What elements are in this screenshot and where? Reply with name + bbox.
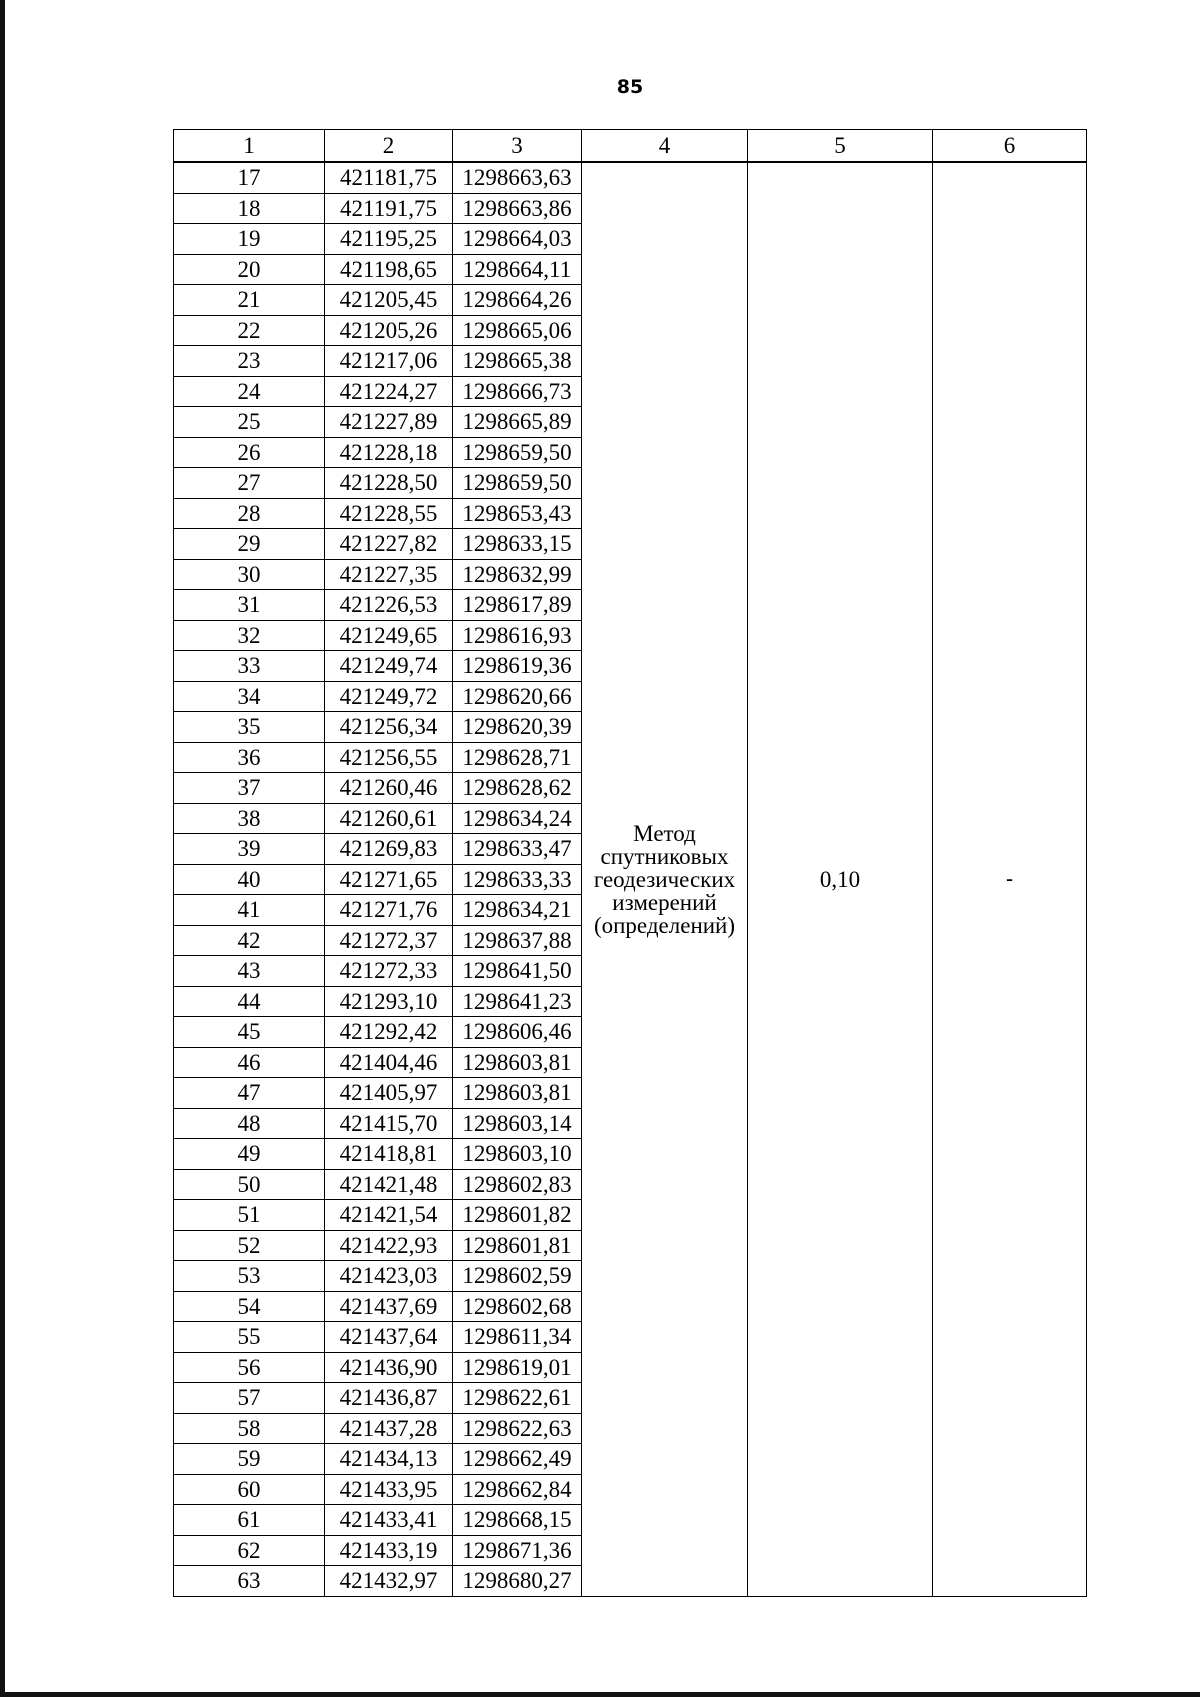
point-number-cell: 38 <box>174 803 325 834</box>
y-coordinate-cell: 1298628,71 <box>453 742 582 773</box>
point-number-cell: 44 <box>174 986 325 1017</box>
x-coordinate-cell: 421437,64 <box>325 1322 453 1353</box>
y-coordinate-cell: 1298671,36 <box>453 1535 582 1566</box>
page-number: 85 <box>616 76 644 98</box>
x-coordinate-cell: 421217,06 <box>325 346 453 377</box>
point-number-cell: 43 <box>174 956 325 987</box>
header-col-2: 2 <box>325 130 453 163</box>
point-number-cell: 63 <box>174 1566 325 1597</box>
x-coordinate-cell: 421181,75 <box>325 162 453 193</box>
x-coordinate-cell: 421228,55 <box>325 498 453 529</box>
y-coordinate-cell: 1298662,84 <box>453 1474 582 1505</box>
y-coordinate-cell: 1298663,63 <box>453 162 582 193</box>
y-coordinate-cell: 1298616,93 <box>453 620 582 651</box>
point-number-cell: 48 <box>174 1108 325 1139</box>
point-number-cell: 23 <box>174 346 325 377</box>
x-coordinate-cell: 421434,13 <box>325 1444 453 1475</box>
point-number-cell: 54 <box>174 1291 325 1322</box>
point-number-cell: 42 <box>174 925 325 956</box>
y-coordinate-cell: 1298633,47 <box>453 834 582 865</box>
point-number-cell: 49 <box>174 1139 325 1170</box>
y-coordinate-cell: 1298634,21 <box>453 895 582 926</box>
x-coordinate-cell: 421292,42 <box>325 1017 453 1048</box>
method-text-line: геодезических <box>593 866 736 892</box>
y-coordinate-cell: 1298611,34 <box>453 1322 582 1353</box>
y-coordinate-cell: 1298668,15 <box>453 1505 582 1536</box>
x-coordinate-cell: 421256,55 <box>325 742 453 773</box>
point-number-cell: 22 <box>174 315 325 346</box>
x-coordinate-cell: 421421,48 <box>325 1169 453 1200</box>
y-coordinate-cell: 1298602,68 <box>453 1291 582 1322</box>
header-row <box>174 130 1087 163</box>
table-header <box>174 130 1087 163</box>
x-coordinate-cell: 421205,26 <box>325 315 453 346</box>
x-coordinate-cell: 421227,89 <box>325 407 453 438</box>
x-coordinate-cell: 421224,27 <box>325 376 453 407</box>
y-coordinate-cell: 1298606,46 <box>453 1017 582 1048</box>
method-text-line: Метод <box>633 820 696 846</box>
y-coordinate-cell: 1298664,03 <box>453 224 582 255</box>
point-number-cell: 36 <box>174 742 325 773</box>
y-coordinate-cell: 1298602,83 <box>453 1169 582 1200</box>
x-coordinate-cell: 421437,69 <box>325 1291 453 1322</box>
point-number-cell: 40 <box>174 864 325 895</box>
point-number-cell: 55 <box>174 1322 325 1353</box>
point-number-cell: 27 <box>174 468 325 499</box>
x-coordinate-cell: 421195,25 <box>325 224 453 255</box>
x-coordinate-cell: 421226,53 <box>325 590 453 621</box>
y-coordinate-cell: 1298665,89 <box>453 407 582 438</box>
point-number-cell: 58 <box>174 1413 325 1444</box>
x-coordinate-cell: 421198,65 <box>325 254 453 285</box>
point-number-cell: 20 <box>174 254 325 285</box>
x-coordinate-cell: 421272,37 <box>325 925 453 956</box>
x-coordinate-cell: 421227,82 <box>325 529 453 560</box>
point-number-cell: 30 <box>174 559 325 590</box>
y-coordinate-cell: 1298659,50 <box>453 468 582 499</box>
x-coordinate-cell: 421405,97 <box>325 1078 453 1109</box>
y-coordinate-cell: 1298663,86 <box>453 193 582 224</box>
method-text-line: спутниковых <box>600 843 729 869</box>
header-col-5: 5 <box>748 130 933 163</box>
y-coordinate-cell: 1298603,14 <box>453 1108 582 1139</box>
point-number-cell: 17 <box>174 162 325 193</box>
y-coordinate-cell: 1298664,11 <box>453 254 582 285</box>
point-number-cell: 25 <box>174 407 325 438</box>
y-coordinate-cell: 1298664,26 <box>453 285 582 316</box>
y-coordinate-cell: 1298619,36 <box>453 651 582 682</box>
x-coordinate-cell: 421436,90 <box>325 1352 453 1383</box>
header-col-1: 1 <box>174 130 325 163</box>
method-text-line: (определений) <box>593 912 736 938</box>
header-col-4: 4 <box>582 130 748 163</box>
x-coordinate-cell: 421415,70 <box>325 1108 453 1139</box>
y-coordinate-cell: 1298603,81 <box>453 1078 582 1109</box>
y-coordinate-cell: 1298619,01 <box>453 1352 582 1383</box>
y-coordinate-cell: 1298601,82 <box>453 1200 582 1231</box>
note-cell: - <box>933 162 1087 1596</box>
x-coordinate-cell: 421205,45 <box>325 285 453 316</box>
point-number-cell: 31 <box>174 590 325 621</box>
y-coordinate-cell: 1298653,43 <box>453 498 582 529</box>
y-coordinate-cell: 1298659,50 <box>453 437 582 468</box>
header-col-6: 6 <box>933 130 1087 163</box>
y-coordinate-cell: 1298622,63 <box>453 1413 582 1444</box>
point-number-cell: 35 <box>174 712 325 743</box>
point-number-cell: 28 <box>174 498 325 529</box>
x-coordinate-cell: 421271,76 <box>325 895 453 926</box>
y-coordinate-cell: 1298601,81 <box>453 1230 582 1261</box>
table-row <box>174 162 1087 193</box>
y-coordinate-cell: 1298665,38 <box>453 346 582 377</box>
y-coordinate-cell: 1298622,61 <box>453 1383 582 1414</box>
y-coordinate-cell: 1298634,24 <box>453 803 582 834</box>
x-coordinate-cell: 421433,95 <box>325 1474 453 1505</box>
y-coordinate-cell: 1298620,66 <box>453 681 582 712</box>
point-number-cell: 60 <box>174 1474 325 1505</box>
y-coordinate-cell: 1298602,59 <box>453 1261 582 1292</box>
point-number-cell: 53 <box>174 1261 325 1292</box>
point-number-cell: 32 <box>174 620 325 651</box>
x-coordinate-cell: 421421,54 <box>325 1200 453 1231</box>
point-number-cell: 21 <box>174 285 325 316</box>
y-coordinate-cell: 1298603,81 <box>453 1047 582 1078</box>
y-coordinate-cell: 1298662,49 <box>453 1444 582 1475</box>
x-coordinate-cell: 421436,87 <box>325 1383 453 1414</box>
accuracy-cell: 0,10 <box>748 162 933 1596</box>
point-number-cell: 56 <box>174 1352 325 1383</box>
x-coordinate-cell: 421437,28 <box>325 1413 453 1444</box>
y-coordinate-cell: 1298632,99 <box>453 559 582 590</box>
y-coordinate-cell: 1298665,06 <box>453 315 582 346</box>
point-number-cell: 37 <box>174 773 325 804</box>
y-coordinate-cell: 1298603,10 <box>453 1139 582 1170</box>
x-coordinate-cell: 421249,74 <box>325 651 453 682</box>
x-coordinate-cell: 421418,81 <box>325 1139 453 1170</box>
point-number-cell: 39 <box>174 834 325 865</box>
x-coordinate-cell: 421260,61 <box>325 803 453 834</box>
point-number-cell: 51 <box>174 1200 325 1231</box>
x-coordinate-cell: 421423,03 <box>325 1261 453 1292</box>
point-number-cell: 29 <box>174 529 325 560</box>
x-coordinate-cell: 421256,34 <box>325 712 453 743</box>
y-coordinate-cell: 1298633,15 <box>453 529 582 560</box>
y-coordinate-cell: 1298680,27 <box>453 1566 582 1597</box>
y-coordinate-cell: 1298637,88 <box>453 925 582 956</box>
x-coordinate-cell: 421272,33 <box>325 956 453 987</box>
point-number-cell: 52 <box>174 1230 325 1261</box>
table-body <box>174 162 1087 1596</box>
x-coordinate-cell: 421260,46 <box>325 773 453 804</box>
point-number-cell: 50 <box>174 1169 325 1200</box>
y-coordinate-cell: 1298641,50 <box>453 956 582 987</box>
x-coordinate-cell: 421293,10 <box>325 986 453 1017</box>
method-text-line: измерений <box>612 889 717 915</box>
point-number-cell: 34 <box>174 681 325 712</box>
y-coordinate-cell: 1298617,89 <box>453 590 582 621</box>
point-number-cell: 18 <box>174 193 325 224</box>
header-col-3: 3 <box>453 130 582 163</box>
y-coordinate-cell: 1298628,62 <box>453 773 582 804</box>
x-coordinate-cell: 421249,65 <box>325 620 453 651</box>
x-coordinate-cell: 421191,75 <box>325 193 453 224</box>
x-coordinate-cell: 421404,46 <box>325 1047 453 1078</box>
point-number-cell: 41 <box>174 895 325 926</box>
y-coordinate-cell: 1298641,23 <box>453 986 582 1017</box>
scan-bottom-border <box>0 1692 1200 1697</box>
point-number-cell: 45 <box>174 1017 325 1048</box>
x-coordinate-cell: 421433,41 <box>325 1505 453 1536</box>
x-coordinate-cell: 421228,50 <box>325 468 453 499</box>
x-coordinate-cell: 421432,97 <box>325 1566 453 1597</box>
point-number-cell: 61 <box>174 1505 325 1536</box>
point-number-cell: 57 <box>174 1383 325 1414</box>
y-coordinate-cell: 1298633,33 <box>453 864 582 895</box>
point-number-cell: 59 <box>174 1444 325 1475</box>
x-coordinate-cell: 421271,65 <box>325 864 453 895</box>
point-number-cell: 62 <box>174 1535 325 1566</box>
point-number-cell: 19 <box>174 224 325 255</box>
x-coordinate-cell: 421433,19 <box>325 1535 453 1566</box>
coordinates-table <box>173 129 1087 1597</box>
point-number-cell: 33 <box>174 651 325 682</box>
x-coordinate-cell: 421422,93 <box>325 1230 453 1261</box>
y-coordinate-cell: 1298666,73 <box>453 376 582 407</box>
x-coordinate-cell: 421249,72 <box>325 681 453 712</box>
y-coordinate-cell: 1298620,39 <box>453 712 582 743</box>
x-coordinate-cell: 421228,18 <box>325 437 453 468</box>
x-coordinate-cell: 421227,35 <box>325 559 453 590</box>
point-number-cell: 46 <box>174 1047 325 1078</box>
point-number-cell: 47 <box>174 1078 325 1109</box>
point-number-cell: 24 <box>174 376 325 407</box>
scan-left-border <box>0 0 5 1697</box>
method-cell <box>582 162 748 1596</box>
point-number-cell: 26 <box>174 437 325 468</box>
x-coordinate-cell: 421269,83 <box>325 834 453 865</box>
